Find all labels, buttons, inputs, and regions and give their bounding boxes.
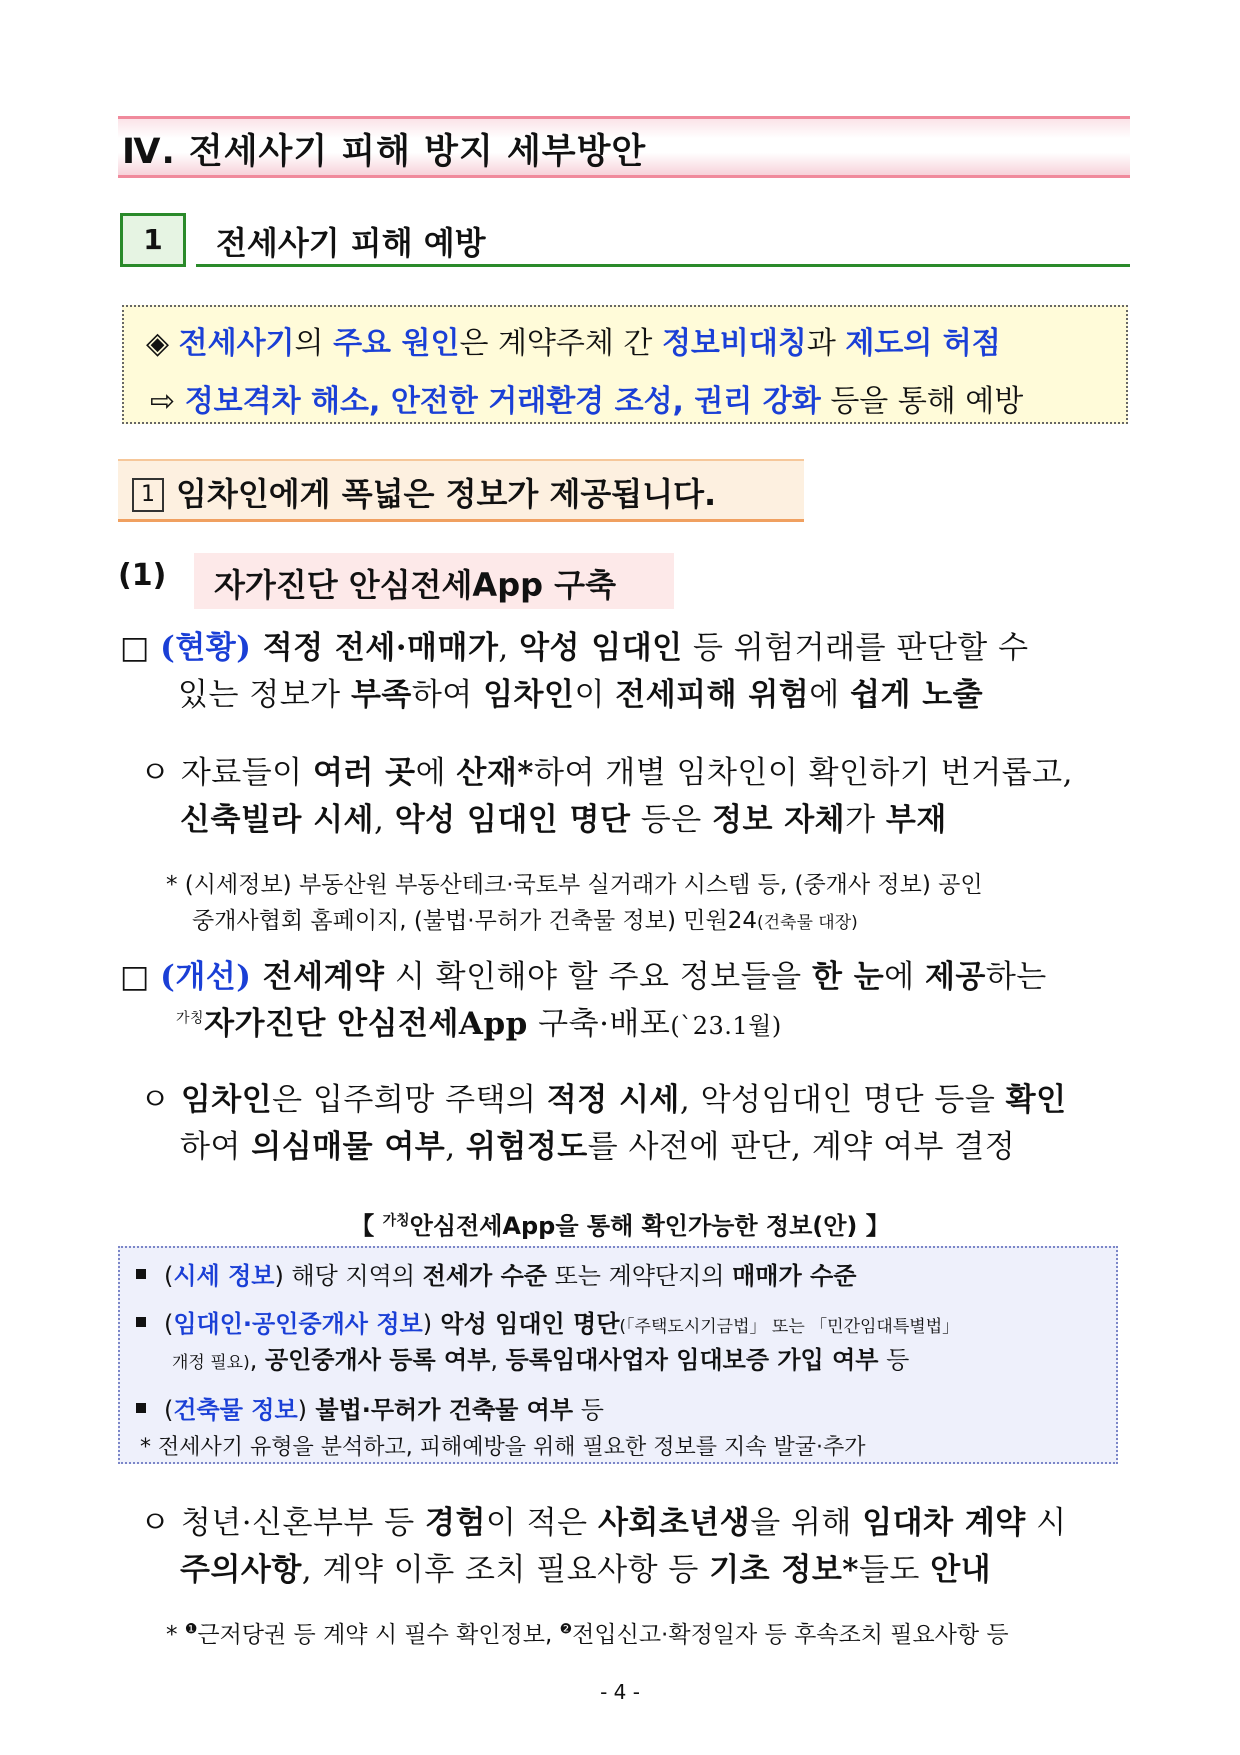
arrow-marker: ⇨ bbox=[150, 384, 185, 419]
status-detail-line-1: ㅇ 자료들이 여러 곳에 산재*하여 개별 임차인이 확인하기 번거롭고, bbox=[140, 755, 1073, 791]
youth-line-2: 주의사항, 계약 이후 조치 필요사항 등 기초 정보*들도 안내 bbox=[180, 1552, 992, 1588]
section-number-box: 1 bbox=[120, 213, 186, 267]
info-box-title: 【 $^{가칭}$안심전세App을 통해 확인가능한 정보(안) 】 bbox=[350, 1212, 890, 1240]
square-bullet-icon bbox=[136, 1269, 146, 1279]
info-row-landlord: (임대인·공인중개사 정보) 악성 임대인 명단(「주택도시기금법」 또는 「민간임대특별법」 bbox=[136, 1304, 959, 1339]
status-footnote-2: 중개사협회 홈페이지, (불법·무허가 건축물 정보) 민원24(건축물 대장) bbox=[192, 908, 858, 934]
info-row-building: (건축물 정보) 불법·무허가 건축물 여부 등 bbox=[136, 1390, 604, 1425]
page-number: - 4 - bbox=[600, 1680, 640, 1704]
summary-line-1: ◈ 전세사기의 주요 원인은 계약주체 간 정보비대칭과 제도의 허점 bbox=[146, 326, 1001, 361]
square-bullet-icon bbox=[136, 1403, 146, 1413]
youth-line-1: ㅇ 청년·신혼부부 등 경험이 적은 사회초년생을 위해 임대차 계약 시 bbox=[140, 1505, 1067, 1541]
info-row-landlord-cont: 개정 필요), 공인중개사 등록 여부, 등록임대사업자 임대보증 가입 여부 등 bbox=[172, 1346, 910, 1374]
status-line-1: □ (현황) 적정 전세·매매가, 악성 임대인 등 위험거래를 판단할 수 bbox=[120, 630, 1029, 666]
improve-detail-line-1: ㅇ 임차인은 입주희망 주택의 적정 시세, 악성임대인 명단 등을 확인 bbox=[140, 1082, 1067, 1118]
status-detail-line-2: 신축빌라 시세, 악성 임대인 명단 등은 정보 자체가 부재 bbox=[180, 802, 947, 838]
section-title: 전세사기 피해 예방 bbox=[216, 224, 486, 262]
item-title: 자가진단 안심전세App 구축 bbox=[214, 566, 616, 604]
diamond-marker: ◈ bbox=[146, 326, 179, 361]
youth-footnote: * $^❶$근저당권 등 계약 시 필수 확인정보, $^❷$전입신고·확정일자 등 후속조치 필요사항 등 bbox=[166, 1621, 1009, 1648]
status-line-2: 있는 정보가 부족하여 임차인이 전세피해 위험에 쉽게 노출 bbox=[178, 677, 984, 713]
square-bullet-icon bbox=[136, 1317, 146, 1327]
info-row-price: (시세 정보) 해당 지역의 전세가 수준 또는 계약단지의 매매가 수준 bbox=[136, 1256, 856, 1291]
subsection-number: 1 bbox=[132, 478, 164, 512]
section-underline bbox=[196, 264, 1130, 267]
chapter-title: Ⅳ. 전세사기 피해 방지 세부방안 bbox=[122, 132, 647, 172]
subsection-title: 1 임차인에게 폭넓은 정보가 제공됩니다. bbox=[132, 469, 716, 515]
status-footnote-1: * (시세정보) 부동산원 부동산테크·국토부 실거래가 시스템 등, (중개사 정보) 공인 bbox=[166, 872, 983, 898]
improve-detail-line-2: 하여 의심매물 여부, 위험정도를 사전에 판단, 계약 여부 결정 bbox=[180, 1129, 1016, 1165]
improve-line-1: □ (개선) 전세계약 시 확인해야 할 주요 정보들을 한 눈에 제공하는 bbox=[120, 959, 1047, 995]
improve-line-2: $^{가칭}$자가진단 안심전세App 구축·배포(`23.1월) bbox=[176, 1006, 782, 1042]
item-label: (1) bbox=[118, 558, 167, 593]
summary-line-2: ⇨ 정보격차 해소, 안전한 거래환경 조성, 권리 강화 등을 통해 예방 bbox=[150, 384, 1024, 419]
info-box-note: * 전세사기 유형을 분석하고, 피해예방을 위해 필요한 정보를 지속 발굴·추가 bbox=[140, 1435, 866, 1460]
